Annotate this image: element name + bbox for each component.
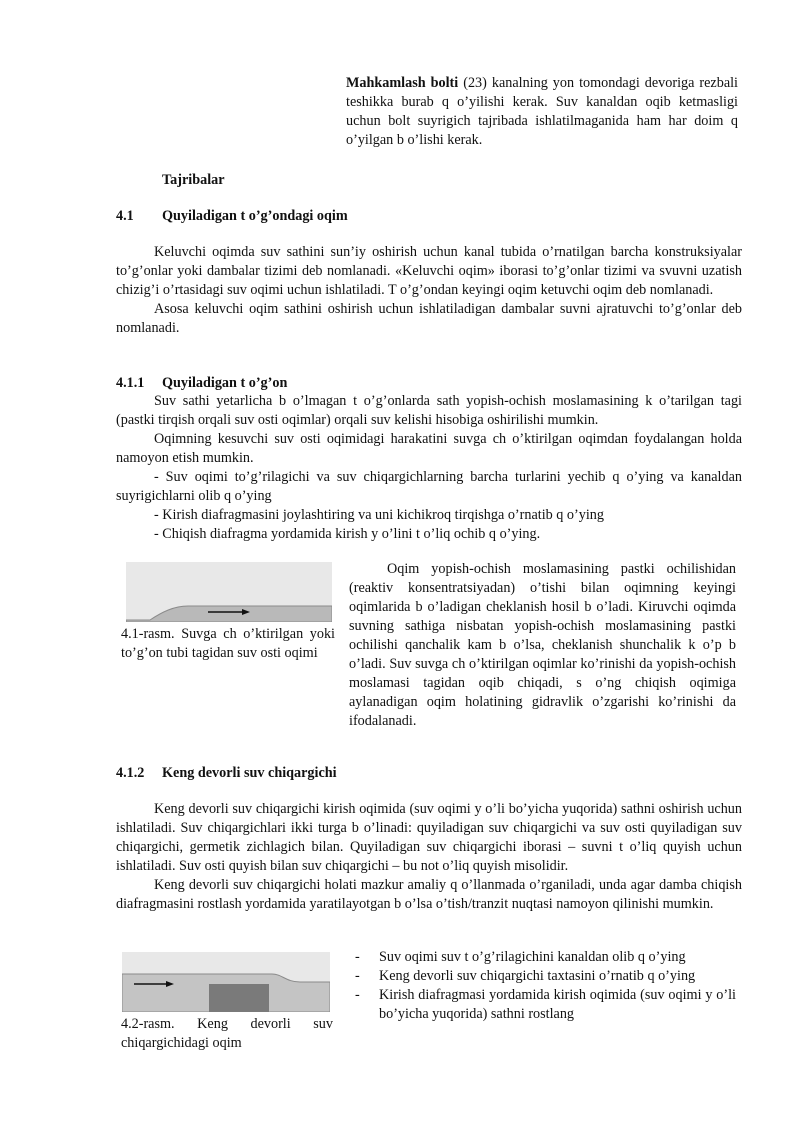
figure-4-2-caption: 4.2-rasm. Keng devorli suv chiqargichidagi oqim bbox=[121, 1016, 333, 1051]
section-4-1-2-number: 4.1.2 bbox=[116, 765, 145, 781]
section-4-1-2-title: Keng devorli suv chiqargichi bbox=[162, 765, 337, 781]
section-4-1-1-title: Quyiladigan t o’g’on bbox=[162, 375, 288, 391]
section-4-1-2-bullets bbox=[355, 948, 736, 1024]
section-4-1-body bbox=[116, 243, 742, 338]
figure-4-2-illustration bbox=[122, 952, 330, 1012]
figure-4-1-illustration bbox=[126, 562, 332, 622]
section-4-1-2-heading bbox=[116, 764, 516, 783]
bullet-text: Keng devorli suv chiqargichi taxtasini o’rnatib q o’ying bbox=[379, 968, 696, 984]
bullet-dash: - bbox=[355, 949, 360, 965]
section-4-1-1-body bbox=[116, 392, 742, 544]
section-4-1-1-heading bbox=[116, 374, 516, 393]
bullet-item bbox=[355, 967, 736, 986]
section-4-1-1-number: 4.1.1 bbox=[116, 375, 145, 391]
section-4-1-2-paragraph-2: Keng devorli suv chiqargichi holati mazkur amaliy q o’llanmada o’rganiladi, unda agar damba chiqish diafragmasini rostlash yordamida yaratilayotgan b o’lsa o’tish/tranzit nuqtasi namoyon qilinishi mumkin. bbox=[116, 877, 742, 912]
bullet-dash: - bbox=[355, 968, 360, 984]
figure-4-1-caption: 4.1-rasm. Suvga ch o’ktirilgan yoki to’g’on tubi tagidan suv osti oqimi bbox=[121, 626, 335, 661]
section-4-1-number: 4.1 bbox=[116, 208, 134, 224]
bullet-text: Kirish diafragmasi yordamida kirish oqimida (suv oqimi y o’li bo’yicha yuqorida) sathni rostlang bbox=[379, 987, 736, 1022]
bullet-dash: - bbox=[355, 987, 360, 1003]
section-4-1-1-paragraph-2: Oqimning kesuvchi suv osti oqimidagi harakatini suvga ch o’ktirilgan oqimdan foydalangan holda namoyon etish mumkin. bbox=[116, 431, 742, 466]
section-4-1-title: Quyiladigan t o’g’ondagi oqim bbox=[162, 208, 348, 224]
figure-4-1 bbox=[126, 562, 332, 622]
section-4-1-1-paragraph-1: Suv sathi yetarlicha b o’lmagan t o’g’onlarda sath yopish-ochish moslamasining k o’tarilgan tagi (pastki tirqish orqali suv osti oqimlar) orqali suv kelishi hisobiga oshirilishi mumkin. bbox=[116, 393, 742, 428]
figure-4-1-side-text: Oqim yopish-ochish moslamasining pastki ochilishidan (reaktiv konsentratsiyadan) o’tishi bilan oqimning keyingi oqimlarida b o’ladigan cheklanish hosil b o’ladi. Kiruvchi oqimda suvning sathiga nisbatan yopish-ochish moslamasining pastki ochilishi qanchalik kam b o’lsa, cheklanish shunchalik k o’p b o’ladi. Suv suvga ch o’ktirilgan oqimlar ko’rinishi da yopish-ochish moslamasi tagidan oqib chiqadi, s o’ng chiqish oqimiga aylanadigan oqim holatining gidravlik o’zgarishi ko’rinishi da ifodalanadi. bbox=[349, 561, 736, 729]
section-4-1-paragraph-2: Asosa keluvchi oqim sathini oshirish uchun ishlatiladigan dambalar suvni ajratuvchi to’g’onlar deb nomlanadi. bbox=[116, 301, 742, 336]
section-4-1-paragraph-1: Keluvchi oqimda suv sathini sun’iy oshirish uchun kanal tubida o’rnatilgan barcha konstruksiyalar to’g’onlar yoki dambalar tizimi deb nomlanadi. «Keluvchi oqim» iborasi to’g’onlar tizimi va svuvni uzatish chizig’i o’rtasidagi suv oqimi uchun ishlatiladi. T o’g’ondan keyingi oqim ketuvchi oqim deb nomlanadi. bbox=[116, 244, 742, 298]
bullet-text: Suv oqimi suv t o’g’rilagichini kanaldan olib q o’ying bbox=[379, 949, 686, 965]
section-4-1-2-body bbox=[116, 800, 742, 914]
figure-4-2 bbox=[122, 952, 330, 1012]
intro-paragraph bbox=[346, 74, 738, 150]
intro-bold-term: Mahkamlash bolti bbox=[346, 75, 459, 91]
section-4-1-heading bbox=[116, 207, 516, 226]
bullet-item bbox=[355, 986, 736, 1024]
section-4-1-1-step-3: - Chiqish diafragma yordamida kirish y o’lini t o’liq ochib q o’ying. bbox=[154, 526, 541, 542]
intro-text: (23) kanalning yon tomondagi devoriga rezbali teshikka burab q o’yilishi kerak. Suv kanaldan oqib ketmasligi uchun bolt suyrigich tajribada ishlatilmaganida ham har doim q o’yilgan b o’lishi kerak. bbox=[346, 75, 738, 148]
section-4-1-1-step-1: - Suv oqimi to’g’rilagichi va suv chiqargichlarning barcha turlarini yechib q o’ying va kanaldan suyrigichlarni olib q o’ying bbox=[116, 469, 742, 504]
experiments-heading: Tajribalar bbox=[162, 172, 225, 188]
section-4-1-1-step-2: - Kirish diafragmasini joylashtiring va uni kichikroq tirqishga o’rnatib q o’ying bbox=[154, 507, 604, 523]
bullet-item bbox=[355, 948, 736, 967]
section-4-1-2-paragraph-1: Keng devorli suv chiqargichi kirish oqimida (suv oqimi y o’li bo’yicha yuqorida) sathni oshirish uchun ishlatiladi. Suv chiqargichlari ikki turga b o’linadi: quyiladigan suv chiqargichi va suv osti quyiladigan suv chiqargichi, germetik zichlagich bilan. Quyiladigan suv chiqargichi iborasi – suvni t o’liq quyish uchun ishlatiladi. Suv osti quyish bilan suv chiqargichi – bu not o’liq quyish misolidir. bbox=[116, 801, 742, 874]
